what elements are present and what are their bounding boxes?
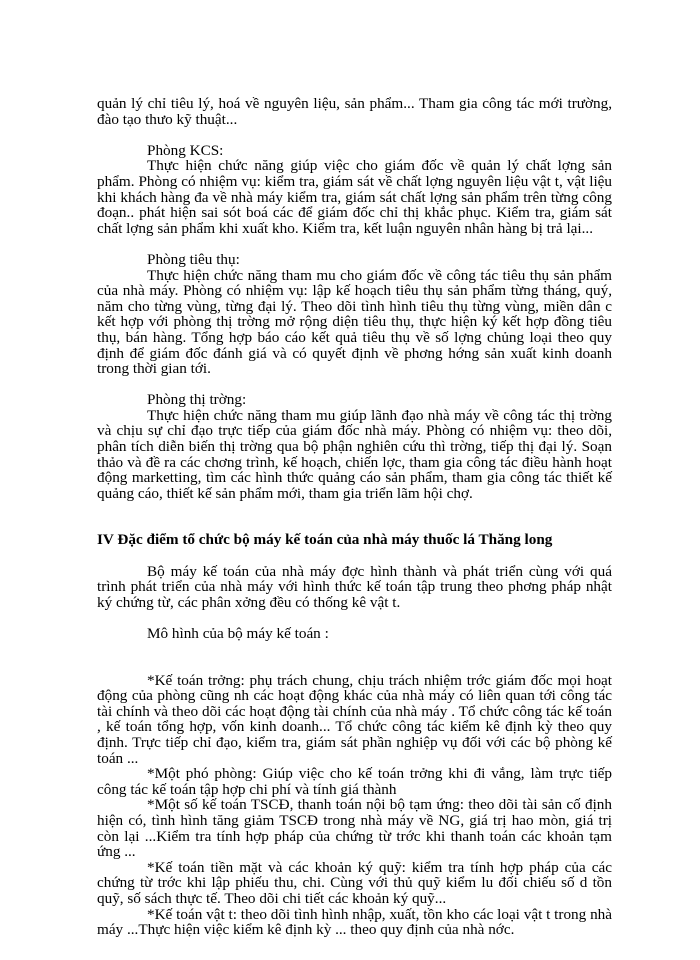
- paragraph-spacer: [97, 548, 612, 564]
- paragraph: Phòng thị trờng:: [147, 391, 247, 409]
- paragraph: Thực hiện chức năng giúp việc cho giám đốc về quản lý chất lợng sản phẩm. Phòng có nhiệm vụ: kiểm tra, giám sát về chất lợng nguyên liệu vật t, vật liệu khi khách hàng đa về nhà máy kiểm tra, giám sát chất lợng sản phẩm trên từng công đoạn.. phát hiện sai sót boá các để giám đốc chỉ thị khắc phục. Kiểm tra, giám sát chất lợng sản phẩm khi xuất kho. Kiểm tra, kết luận nguyên nhân hàng bị trả lại...: [97, 157, 612, 237]
- paragraph-spacer: [97, 377, 612, 393]
- paragraph: Mô hình của bộ máy kế toán :: [147, 625, 329, 642]
- section-heading: IV Đặc điểm tổ chức bộ máy kế toán của nhà máy thuốc lá Thăng long: [97, 531, 553, 549]
- paragraph-spacer: [97, 642, 612, 673]
- paragraph: *Một số kế toán TSCĐ, thanh toán nội bộ tạm ứng: theo dõi tài sản cố định hiện có, tình hình tăng giảm TSCĐ trong nhà máy về NG, giá trị hao mòn, giá trị còn lại ...Kiểm tra tính hợp pháp của chứng từ trớc khi thanh toán các khoản tạm ứng ...: [97, 796, 612, 861]
- paragraph-spacer: [97, 610, 612, 626]
- paragraph: *Kế toán tiền mặt và các khoản ký quỹ: kiểm tra tính hợp pháp của các chứng từ trớc khi lập phiếu thu, chi. Cùng với thủ quỹ kiểm lu đối chiếu số d tồn quỹ, số sách thực tế. Theo dõi chi tiết các khoản ký quỹ...: [97, 858, 612, 907]
- paragraph: Thực hiện chức năng tham mu cho giám đốc về công tác tiêu thụ sản phẩm của nhà máy. Phòng có nhiệm vụ: lập kế hoạch tiêu thụ sản phẩm từng tháng, quý, năm cho từng vùng, từng đại lý. Theo dõi tình hình tiêu thụ từng vùng, miền dân c kết hợp với phòng thị trờng mở rộng diện tiêu thụ, thực hiện ký kết hợp đồng tiêu thụ, bán hàng. Tổng hợp báo cáo kết quả tiêu thụ về số lợng chủng loại theo quy định để giám đốc đánh giá và có quyết định về phơng hớng sản xuất kinh doanh trong thời gian tới.: [97, 266, 612, 378]
- paragraph: *Kế toán vật t: theo dõi tình hình nhập, xuất, tồn kho các loại vật t trong nhà máy ...Thực hiện việc kiểm kê định kỳ ... theo quy định của nhà nớc.: [97, 905, 612, 939]
- paragraph: Thực hiện chức năng tham mu giúp lãnh đạo nhà máy về công tác thị trờng và chịu sự chỉ đạo trực tiếp của giám đốc nhà máy. Phòng có nhiệm vụ: theo dõi, phân tích diễn biến thị trờng qua bộ phận nghiên cứu thì trờng, tiếp thị đại lý. Soạn thảo và đề ra các chơng trình, kế hoạch, chiến lợc, tham gia công tác điều hành hoạt động marketting, tìm các hình thức quảng cáo sản phẩm, tham gia công tác thiết kế quảng cáo, thiết kế sản phẩm mới, tham gia triển lãm hội chợ.: [97, 406, 612, 502]
- document-page: [97, 96, 612, 938]
- paragraph: Phòng tiêu thụ:: [147, 250, 240, 268]
- paragraph: *Kế toán trởng: phụ trách chung, chịu trách nhiệm trớc giám đốc mọi hoạt động của phòng cũng nh các hoạt động khác của nhà máy có liên quan tới công tác tài chính và theo dõi các hoạt động tài chính của nhà máy . Tổ chức công tác kế toán , kế toán tổng hợp, vốn kinh doanh... Tổ chức công tác kiểm kê định kỳ theo quy định. Trực tiếp chỉ đạo, kiểm tra, giám sát phần nghiệp vụ đối với các bộ phòng kế toán ...: [97, 671, 612, 767]
- paragraph: *Một phó phòng: Giúp việc cho kế toán trởng khi đi vắng, làm trực tiếp công tác kế toán tập hợp chi phí và tính giá thành: [97, 765, 612, 798]
- paragraph-spacer: [97, 236, 612, 252]
- paragraph: quản lý chỉ tiêu lý, hoá về nguyên liệu, sản phẩm... Tham gia công tác mới trường, đào tạo thưo kỹ thuật...: [97, 95, 612, 128]
- paragraph-spacer: [97, 501, 612, 532]
- paragraph: Phòng KCS:: [147, 141, 224, 159]
- paragraph: Bộ máy kế toán của nhà máy đợc hình thành và phát triển cùng với quá trình phát triển của nhà máy với hình thức kế toán tập trung theo phơng pháp nhật ký chứng từ, các phân xởng đều có thống kê vật t.: [97, 562, 612, 611]
- paragraph-spacer: [97, 127, 612, 143]
